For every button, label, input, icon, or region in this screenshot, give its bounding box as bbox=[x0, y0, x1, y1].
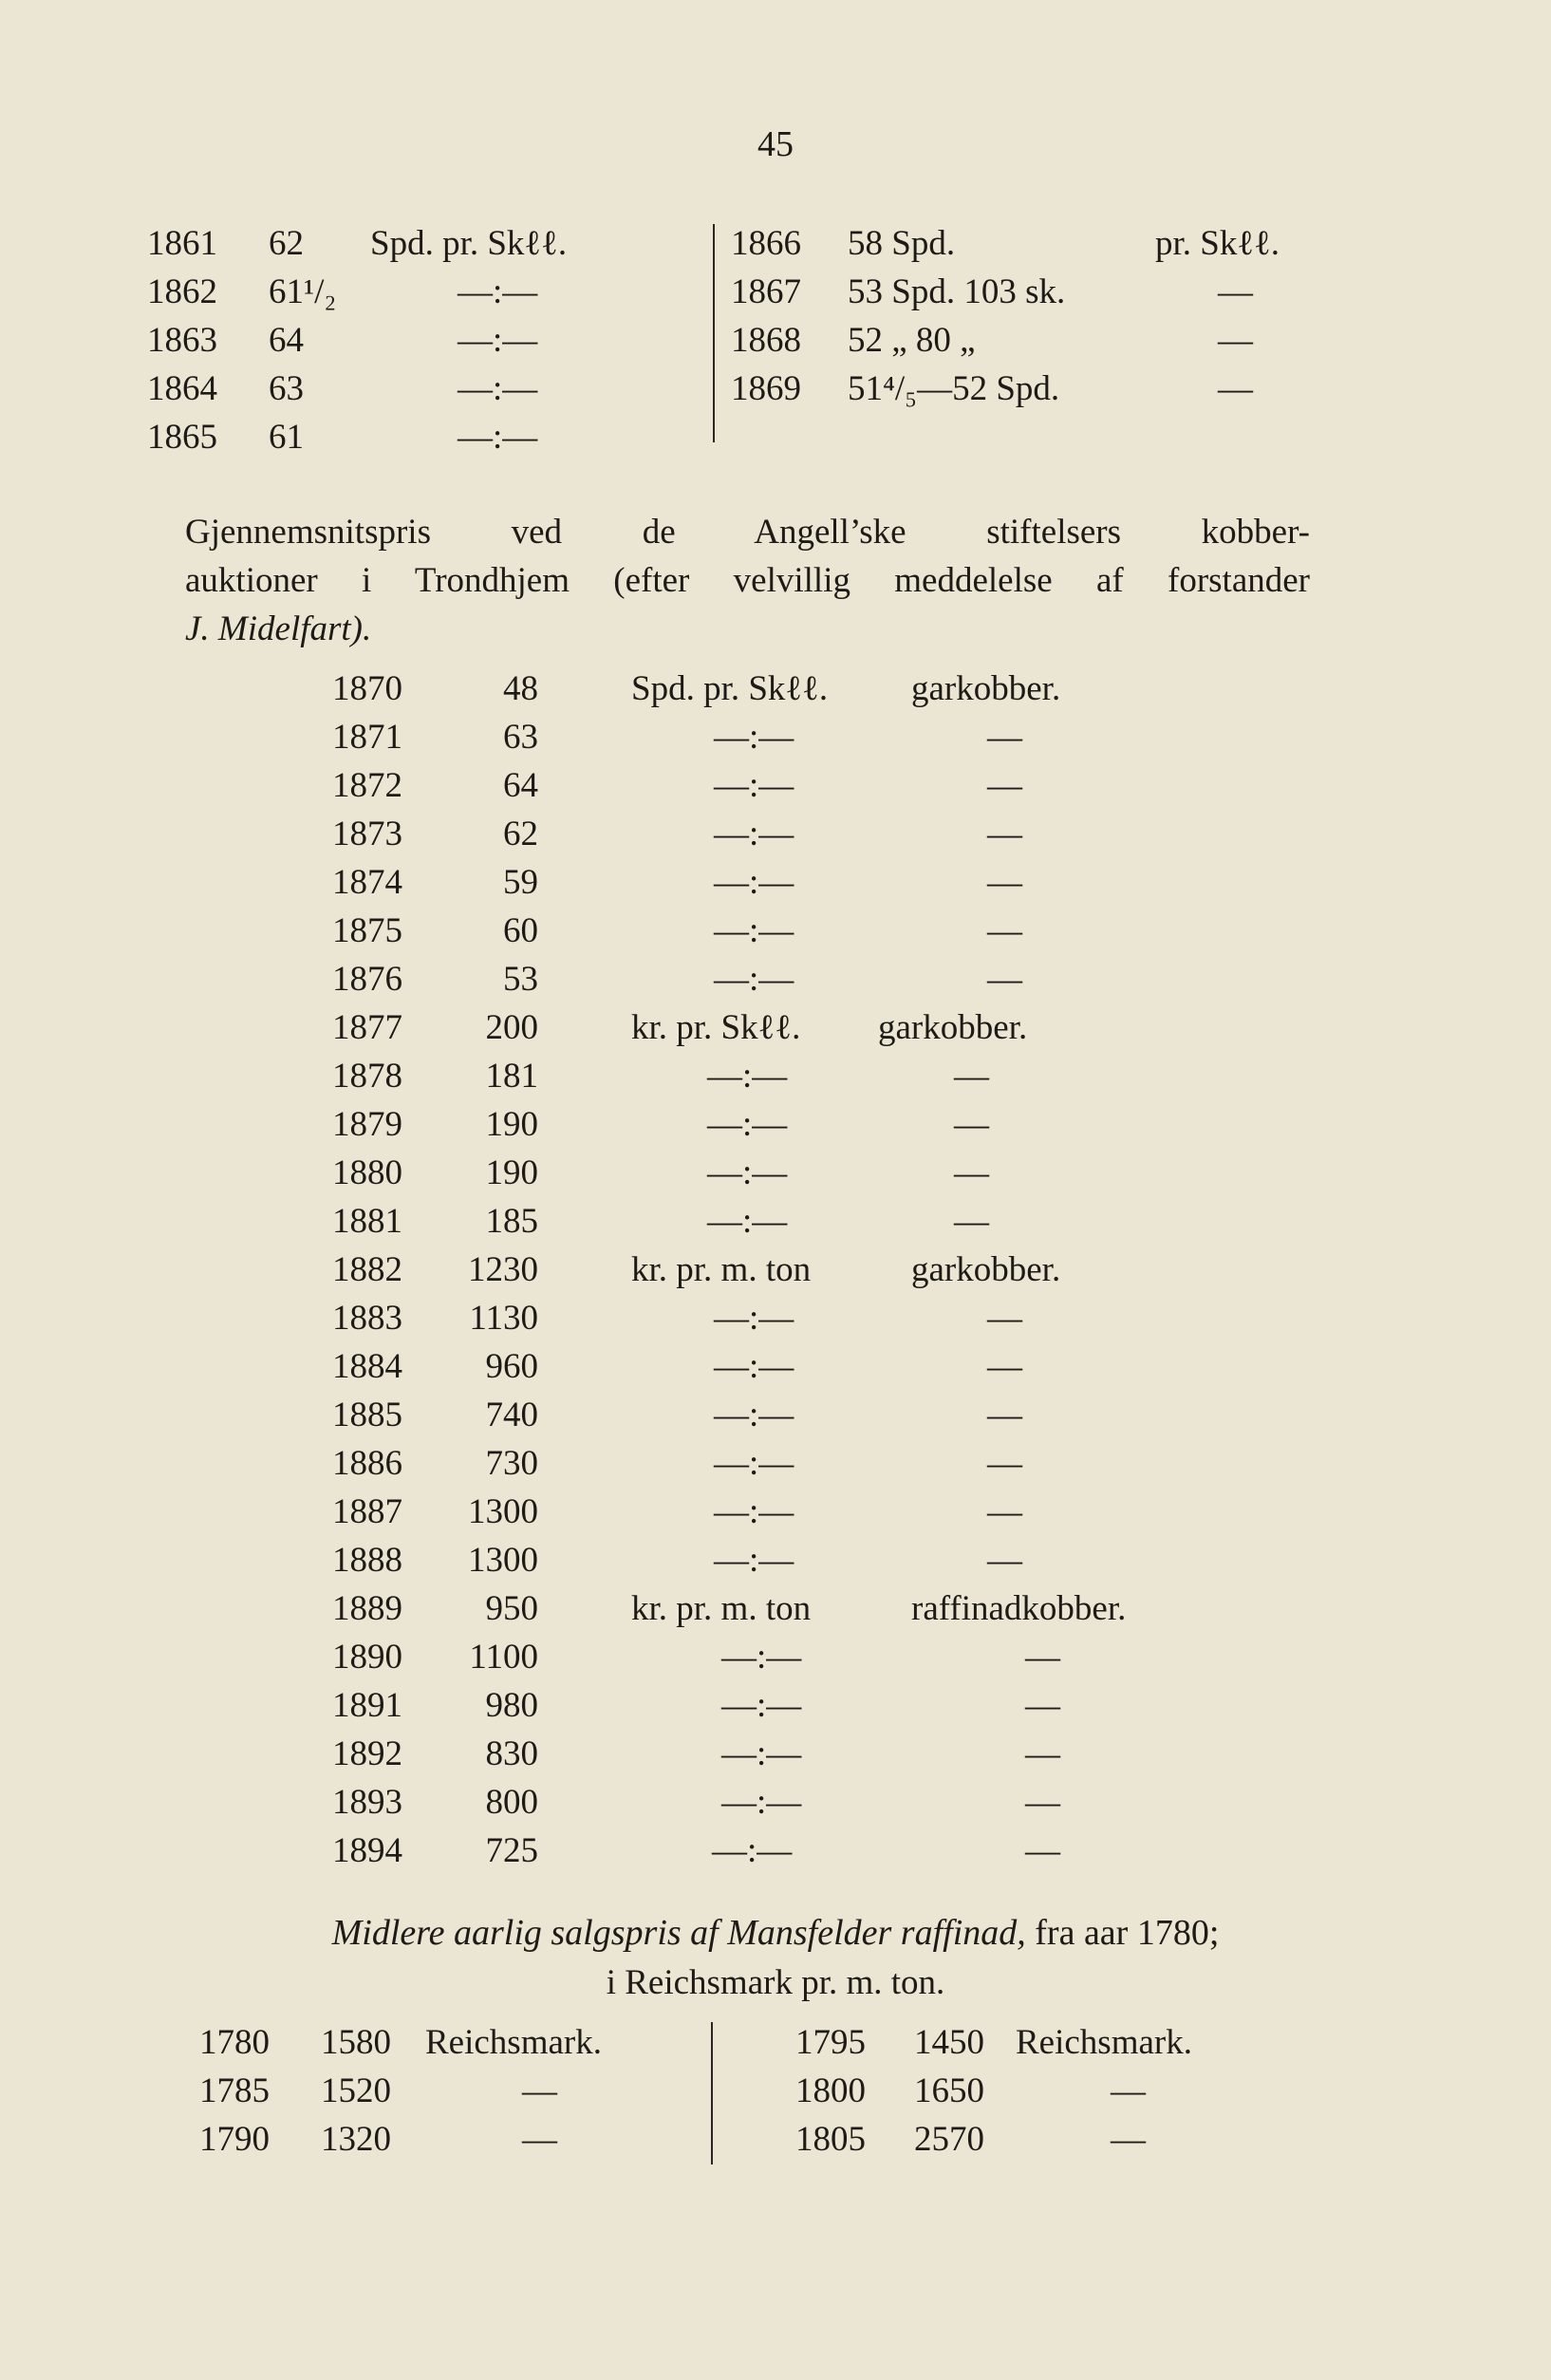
kind: — bbox=[1025, 1686, 1060, 1725]
table-row bbox=[0, 859, 1551, 907]
unit: — bbox=[1111, 2071, 1146, 2110]
unit: — bbox=[1218, 369, 1253, 408]
year: 1894 bbox=[332, 1831, 402, 1870]
price: 48 bbox=[503, 669, 538, 708]
unit: —:— bbox=[707, 1105, 788, 1144]
unit: —:— bbox=[721, 1638, 802, 1677]
year: 1892 bbox=[332, 1734, 402, 1773]
kind: — bbox=[1025, 1734, 1060, 1773]
price: 62 bbox=[269, 224, 304, 263]
price: 1230 bbox=[468, 1250, 538, 1289]
price: 61¹/₂ bbox=[269, 272, 337, 311]
unit: —:— bbox=[707, 1202, 788, 1241]
price: 725 bbox=[485, 1831, 538, 1870]
unit: —:— bbox=[458, 418, 538, 457]
year: 1876 bbox=[332, 960, 402, 999]
kind: — bbox=[987, 766, 1022, 805]
year: 1869 bbox=[731, 369, 801, 408]
year: 1864 bbox=[147, 369, 217, 408]
table-row bbox=[0, 1489, 1551, 1536]
table-row bbox=[0, 714, 1551, 761]
unit: —:— bbox=[458, 321, 538, 360]
unit: pr. Skℓℓ. bbox=[1155, 224, 1280, 263]
unit: —:— bbox=[707, 1057, 788, 1096]
price: 1100 bbox=[469, 1638, 538, 1677]
kind: garkobber. bbox=[911, 669, 1061, 708]
kind: — bbox=[1025, 1638, 1060, 1677]
year: 1891 bbox=[332, 1686, 402, 1725]
year: 1790 bbox=[199, 2120, 270, 2159]
year: 1868 bbox=[731, 321, 801, 360]
column-divider bbox=[711, 2022, 713, 2164]
unit: —:— bbox=[714, 718, 794, 757]
price: 1650 bbox=[914, 2071, 984, 2110]
year: 1888 bbox=[332, 1541, 402, 1580]
kind: — bbox=[954, 1057, 989, 1096]
price: 63 bbox=[269, 369, 304, 408]
year: 1884 bbox=[332, 1347, 402, 1386]
table-row bbox=[0, 1101, 1551, 1149]
price: 190 bbox=[485, 1153, 538, 1192]
table-row bbox=[0, 1827, 1551, 1875]
unit: kr. pr. Skℓℓ. bbox=[631, 1008, 801, 1047]
year: 1879 bbox=[332, 1105, 402, 1144]
section-heading-paragraph bbox=[185, 508, 1310, 653]
year: 1878 bbox=[332, 1057, 402, 1096]
table-row bbox=[0, 811, 1551, 858]
kind: — bbox=[987, 1492, 1022, 1531]
kind: — bbox=[987, 1541, 1022, 1580]
price: 58 Spd. bbox=[848, 224, 956, 263]
unit: —:— bbox=[712, 1831, 793, 1870]
unit: Spd. pr. Skℓℓ. bbox=[370, 224, 568, 263]
paragraph-line-1: Gjennemsnitspris ved de Angell’ske stiftelsers kobber- bbox=[185, 513, 1310, 552]
table-row bbox=[0, 1731, 1551, 1778]
unit: Reichsmark. bbox=[425, 2023, 602, 2062]
year: 1865 bbox=[147, 418, 217, 457]
table-row bbox=[0, 956, 1551, 1003]
page-number: 45 bbox=[757, 124, 794, 164]
table-row bbox=[0, 1198, 1551, 1246]
price: 730 bbox=[485, 1444, 538, 1483]
unit: — bbox=[1111, 2120, 1146, 2159]
table-row bbox=[0, 269, 1551, 316]
year: 1893 bbox=[332, 1783, 402, 1822]
kind: garkobber. bbox=[878, 1008, 1028, 1047]
year: 1866 bbox=[731, 224, 801, 263]
year: 1877 bbox=[332, 1008, 402, 1047]
price: 200 bbox=[485, 1008, 538, 1047]
year: 1871 bbox=[332, 718, 402, 757]
table-row bbox=[0, 2116, 1551, 2164]
unit: kr. pr. m. ton bbox=[631, 1589, 812, 1628]
price: 62 bbox=[503, 815, 538, 853]
unit: —:— bbox=[721, 1783, 802, 1822]
mansfelder-subheading: i Reichsmark pr. m. ton. bbox=[606, 1963, 945, 2002]
unit: — bbox=[522, 2071, 557, 2110]
kind: — bbox=[987, 1347, 1022, 1386]
unit: —:— bbox=[714, 1444, 794, 1483]
table-row bbox=[0, 1392, 1551, 1439]
table-row bbox=[0, 1004, 1551, 1052]
table-row bbox=[0, 1779, 1551, 1827]
unit: — bbox=[1218, 272, 1253, 311]
unit: —:— bbox=[714, 863, 794, 902]
year: 1889 bbox=[332, 1589, 402, 1628]
price: 2570 bbox=[914, 2120, 984, 2159]
price: 63 bbox=[503, 718, 538, 757]
unit: Spd. pr. Skℓℓ. bbox=[631, 669, 829, 708]
year: 1887 bbox=[332, 1492, 402, 1531]
table-row bbox=[0, 1295, 1551, 1342]
price: 52 „ 80 „ bbox=[848, 321, 976, 360]
unit: —:— bbox=[714, 911, 794, 950]
kind: — bbox=[987, 815, 1022, 853]
price: 1130 bbox=[469, 1299, 538, 1338]
paragraph-line-2: auktioner i Trondhjem (efter velvillig meddelelse af forstander bbox=[185, 561, 1310, 600]
year: 1805 bbox=[795, 2120, 866, 2159]
year: 1867 bbox=[731, 272, 801, 311]
price: 60 bbox=[503, 911, 538, 950]
table-row bbox=[0, 1537, 1551, 1584]
kind: garkobber. bbox=[911, 1250, 1061, 1289]
unit: —:— bbox=[714, 960, 794, 999]
kind: — bbox=[987, 863, 1022, 902]
kind: — bbox=[1025, 1783, 1060, 1822]
year: 1870 bbox=[332, 669, 402, 708]
price: 53 Spd. 103 sk. bbox=[848, 272, 1066, 311]
unit: Reichsmark. bbox=[1016, 2023, 1192, 2062]
price: 185 bbox=[485, 1202, 538, 1241]
unit: —:— bbox=[714, 1541, 794, 1580]
unit: kr. pr. m. ton bbox=[631, 1250, 812, 1289]
year: 1890 bbox=[332, 1638, 402, 1677]
mansfelder-heading bbox=[0, 1908, 1551, 1958]
price: 181 bbox=[485, 1057, 538, 1096]
kind: — bbox=[987, 1396, 1022, 1434]
year: 1875 bbox=[332, 911, 402, 950]
unit: —:— bbox=[714, 1492, 794, 1531]
price: 800 bbox=[485, 1783, 538, 1822]
year: 1800 bbox=[795, 2071, 866, 2110]
year: 1882 bbox=[332, 1250, 402, 1289]
unit: —:— bbox=[721, 1734, 802, 1773]
kind: — bbox=[954, 1153, 989, 1192]
table-row bbox=[0, 414, 1551, 461]
unit: —:— bbox=[458, 369, 538, 408]
kind: — bbox=[954, 1202, 989, 1241]
table-row bbox=[0, 1053, 1551, 1100]
table-row bbox=[0, 1634, 1551, 1681]
price: 61 bbox=[269, 418, 304, 457]
table-row bbox=[0, 665, 1551, 713]
table-row bbox=[0, 1246, 1551, 1294]
table-row bbox=[0, 220, 1551, 268]
kind: — bbox=[987, 960, 1022, 999]
kind: — bbox=[987, 1299, 1022, 1338]
price: 1300 bbox=[468, 1541, 538, 1580]
price: 51⁴/₅—52 Spd. bbox=[848, 369, 1060, 408]
price: 830 bbox=[485, 1734, 538, 1773]
unit: —:— bbox=[714, 1299, 794, 1338]
price: 64 bbox=[269, 321, 304, 360]
kind: raffinadkobber. bbox=[911, 1589, 1127, 1628]
unit: —:— bbox=[714, 815, 794, 853]
price: 1580 bbox=[321, 2023, 391, 2062]
kind: — bbox=[987, 1444, 1022, 1483]
table-row bbox=[0, 317, 1551, 365]
table-row bbox=[0, 908, 1551, 955]
table-row bbox=[0, 365, 1551, 413]
unit: —:— bbox=[714, 766, 794, 805]
kind: — bbox=[954, 1105, 989, 1144]
unit: —:— bbox=[721, 1686, 802, 1725]
price: 950 bbox=[485, 1589, 538, 1628]
unit: —:— bbox=[714, 1396, 794, 1434]
kind: — bbox=[987, 718, 1022, 757]
year: 1886 bbox=[332, 1444, 402, 1483]
unit: — bbox=[1218, 321, 1253, 360]
paragraph-line-3: J. Midelfart). bbox=[185, 609, 372, 648]
year: 1862 bbox=[147, 272, 217, 311]
year: 1880 bbox=[332, 1153, 402, 1192]
year: 1874 bbox=[332, 863, 402, 902]
year: 1780 bbox=[199, 2023, 270, 2062]
year: 1881 bbox=[332, 1202, 402, 1241]
unit: — bbox=[522, 2120, 557, 2159]
table-row bbox=[0, 2019, 1551, 2067]
year: 1885 bbox=[332, 1396, 402, 1434]
price: 1450 bbox=[914, 2023, 984, 2062]
unit: —:— bbox=[714, 1347, 794, 1386]
heading-italic: Midlere aarlig salgspris af Mansfelder raffinad, bbox=[331, 1913, 1026, 1953]
table-row bbox=[0, 762, 1551, 810]
table-row bbox=[0, 2068, 1551, 2115]
year: 1883 bbox=[332, 1299, 402, 1338]
heading-rest: fra aar 1780; bbox=[1035, 1913, 1220, 1953]
year: 1863 bbox=[147, 321, 217, 360]
column-divider bbox=[713, 224, 715, 442]
kind: — bbox=[1025, 1831, 1060, 1870]
price: 64 bbox=[503, 766, 538, 805]
year: 1873 bbox=[332, 815, 402, 853]
price: 1520 bbox=[321, 2071, 391, 2110]
price: 740 bbox=[485, 1396, 538, 1434]
year: 1795 bbox=[795, 2023, 866, 2062]
price: 190 bbox=[485, 1105, 538, 1144]
unit: —:— bbox=[707, 1153, 788, 1192]
table-row bbox=[0, 1585, 1551, 1633]
price: 1320 bbox=[321, 2120, 391, 2159]
price: 1300 bbox=[468, 1492, 538, 1531]
year: 1785 bbox=[199, 2071, 270, 2110]
year: 1872 bbox=[332, 766, 402, 805]
table-row bbox=[0, 1343, 1551, 1391]
kind: — bbox=[987, 911, 1022, 950]
price: 59 bbox=[503, 863, 538, 902]
price: 53 bbox=[503, 960, 538, 999]
table-row bbox=[0, 1150, 1551, 1197]
table-row bbox=[0, 1682, 1551, 1730]
price: 960 bbox=[485, 1347, 538, 1386]
unit: —:— bbox=[458, 272, 538, 311]
price: 980 bbox=[485, 1686, 538, 1725]
table-row bbox=[0, 1440, 1551, 1488]
year: 1861 bbox=[147, 224, 217, 263]
